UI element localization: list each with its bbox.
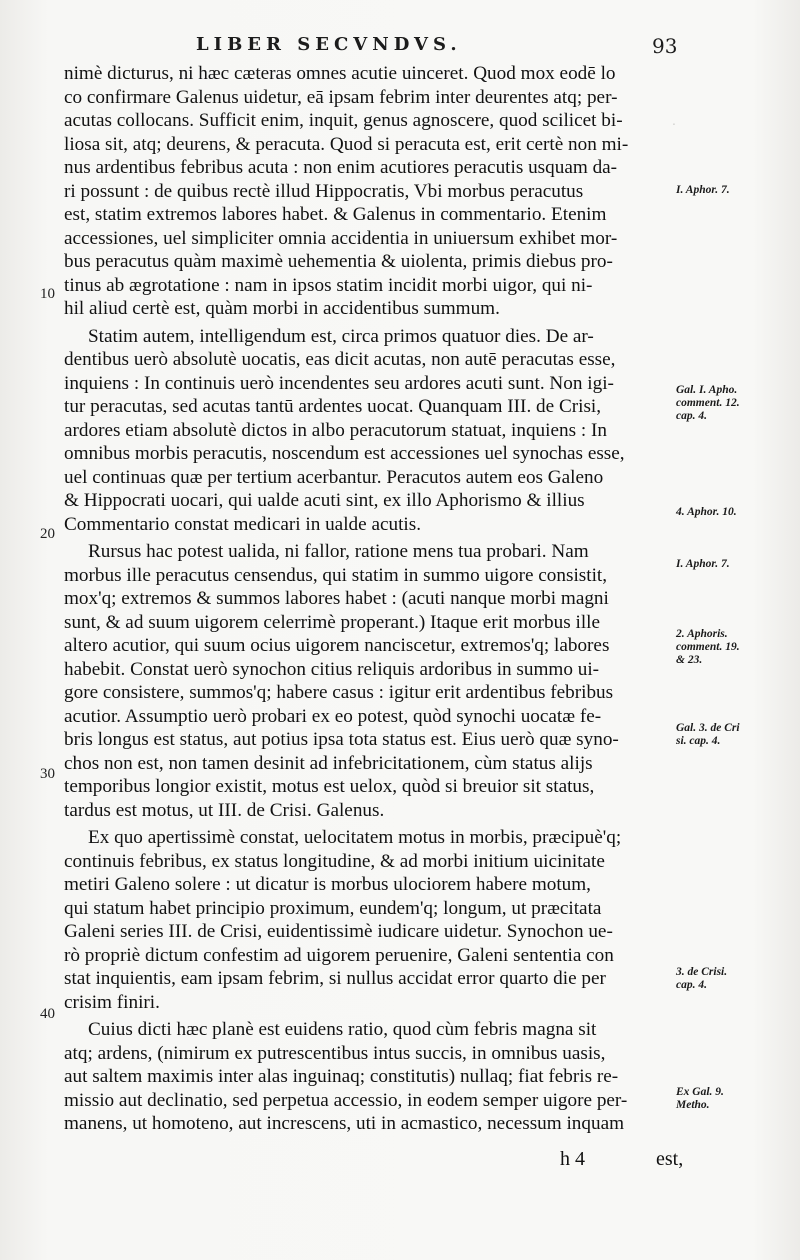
margin-note: 2. Aphoris. comment. 19. & 23. — [676, 628, 740, 666]
text-line: aut saltem maximis inter alas inguinaq; constitutis) nullaq; fiat febris re- — [64, 1066, 619, 1087]
line-number: 40 — [40, 1006, 55, 1022]
text-line: mox'q; extremos & summos labores habet : (acuti nanque morbi magni — [64, 588, 609, 609]
text-line: rò propriè dictum confestim ad uigorem peruenire, Galeni sententia con — [64, 944, 614, 966]
text-line: bris longus est status, aut potius ipsa tota status est. Eius uerò quæ syno- — [64, 729, 619, 750]
text-line: ri possunt : de quibus rectè illud Hippocratis, Vbi morbus peracutus — [64, 180, 584, 202]
text-line: Commentario constat medicari in ualde acutis. — [64, 513, 421, 535]
text-line: ardores etiam absolutè dictos in albo peracutorum statuat, inquiens : In — [64, 419, 607, 441]
text-line: atq; ardens, (nimirum ex putrescentibus intus succis, in omnibus uasis, — [64, 1042, 606, 1064]
text-line: co confirmare Galenus uidetur, eā ipsam febrim inter deurentes atq; per- — [64, 86, 618, 108]
page-number: 93 — [652, 34, 678, 58]
text-line: liosa sit, atq; deurens, & peracuta. Quod si peracuta est, erit certè non mi- — [64, 133, 629, 155]
text-line: nus ardentibus febribus acuta : non enim acutiores peracutis usquam da- — [64, 157, 618, 178]
text-line: uel continuas quæ per tertium acerbantur. Peracutos autem eos Galeno — [64, 466, 604, 488]
text-line: acutas collocans. Sufficit enim, inquit, genus agnoscere, quod scilicet bi- — [64, 110, 623, 131]
margin-note: Gal. I. Apho. comment. 12. cap. 4. — [676, 384, 740, 422]
text-line: dentibus uerò absolutè uocatis, eas dicit acutas, non autē peracutas esse, — [64, 349, 616, 370]
text-line: metiri Galeno solere : ut dicatur is morbus ulociorem habere motum, — [64, 874, 591, 895]
text-line: tinus ab ægrotatione : nam in ipsos statim incidit morbi uigor, qui ni- — [64, 274, 593, 296]
text-line: crisim finiri. — [64, 991, 160, 1013]
text-line: sunt, & ad suum uigorem celerrimè properant.) Itaque erit morbus ille — [64, 611, 601, 633]
text-line: qui statum habet principio proximum, eundem'q; longum, ut præcitata — [64, 897, 602, 919]
text-line: chos non est, non tamen desinit ad infebricitationem, cùm status alijs — [64, 752, 593, 774]
margin-note: 4. Aphor. 10. — [676, 506, 737, 518]
text-line: inquiens : In continuis uerò incendentes seu ardores acuti sunt. Non igi- — [64, 372, 614, 394]
margin-note: 3. de Crisi. cap. 4. — [676, 966, 728, 991]
text-line: altero acutior, qui suum ocius uigorem nanciscetur, extremos'q; labores — [64, 635, 610, 656]
text-line: acutior. Assumptio uerò probari ex eo potest, quòd synochi uocatæ fe- — [64, 705, 602, 727]
text-line: stat inquientis, eam ipsam febrim, si nullus accidat error quarto die per — [64, 968, 606, 989]
text-line: habebit. Constat uerò synochon citius reliquis ardoribus in summo ui- — [64, 658, 600, 680]
text-line: Cuius dicti hæc planè est euidens ratio, quod cùm febris magna sit — [88, 1019, 597, 1040]
text-line: nimè dicturus, ni hæc cæteras omnes acutie uinceret. Quod mox eodē lo — [64, 63, 616, 84]
margin-note: I. Aphor. 7. — [676, 558, 730, 570]
margin-note: Gal. 3. de Cri si. cap. 4. — [676, 722, 740, 747]
text-line: tardus est motus, ut III. de Crisi. Galenus. — [64, 799, 385, 821]
margin-note: I. Aphor. 7. — [676, 184, 730, 196]
text-line: manens, ut homoteno, aut increscens, uti in acmastico, necessum inquam — [64, 1113, 625, 1134]
text-line: tur peracutas, sed acutas tantū ardentes uocat. Quanquam III. de Crisi, — [64, 396, 602, 417]
text-line: morbus ille peracutus censendus, qui statim in summo uigore consistit, — [64, 564, 608, 586]
text-line: gore consistere, summos'q; habere casus : igitur erit ardentibus febribus — [64, 682, 614, 703]
text-line: hil aliud certè est, quàm morbi in accidentibus summum. — [64, 298, 500, 319]
catchword: est, — [656, 1148, 684, 1170]
line-number: 10 — [40, 286, 55, 302]
text-line: missio aut declinatio, sed perpetua accessio, in eodem semper uigore per- — [64, 1089, 628, 1111]
running-title: LIBER SECVNDVS. — [196, 34, 462, 55]
running-head — [0, 30, 800, 60]
text-line: Galeni series III. de Crisi, euidentissimè iudicare uidetur. Synochon ue- — [64, 921, 613, 942]
margin-note: Ex Gal. 9. Metho. — [676, 1086, 724, 1111]
show-through-left: · — [672, 118, 676, 133]
text-line: bus peracutus quàm maximè uehementia & uiolenta, primis diebus pro- — [64, 251, 613, 272]
line-number: 30 — [40, 766, 55, 782]
text-line: Rursus hac potest ualida, ni fallor, ratione mens tua probari. Nam — [88, 541, 589, 562]
main-text — [64, 62, 669, 1136]
signature-mark: h 4 — [560, 1148, 585, 1170]
text-line: temporibus longior existit, motus est uelox, quòd si breuior sit status, — [64, 776, 595, 797]
text-line: Ex quo apertissimè constat, uelocitatem motus in morbis, præcipuè'q; — [88, 827, 622, 848]
text-line: est, statim extremos labores habet. & Galenus in commentario. Etenim — [64, 204, 607, 225]
text-line: & Hippocrati uocari, qui ualde acuti sint, ex illo Aphorismo & illius — [64, 490, 585, 511]
text-line: Statim autem, intelligendum est, circa primos quatuor dies. De ar- — [88, 325, 594, 347]
text-line: continuis febribus, ex status longitudine, & ad morbi initium uicinitate — [64, 850, 605, 872]
line-number: 20 — [40, 526, 55, 542]
text-line: accessiones, uel simpliciter omnia accidentia in uniuersum exhibet mor- — [64, 227, 618, 249]
text-line: omnibus morbis peracutis, noscendum est accessiones uel synochas esse, — [64, 443, 625, 464]
